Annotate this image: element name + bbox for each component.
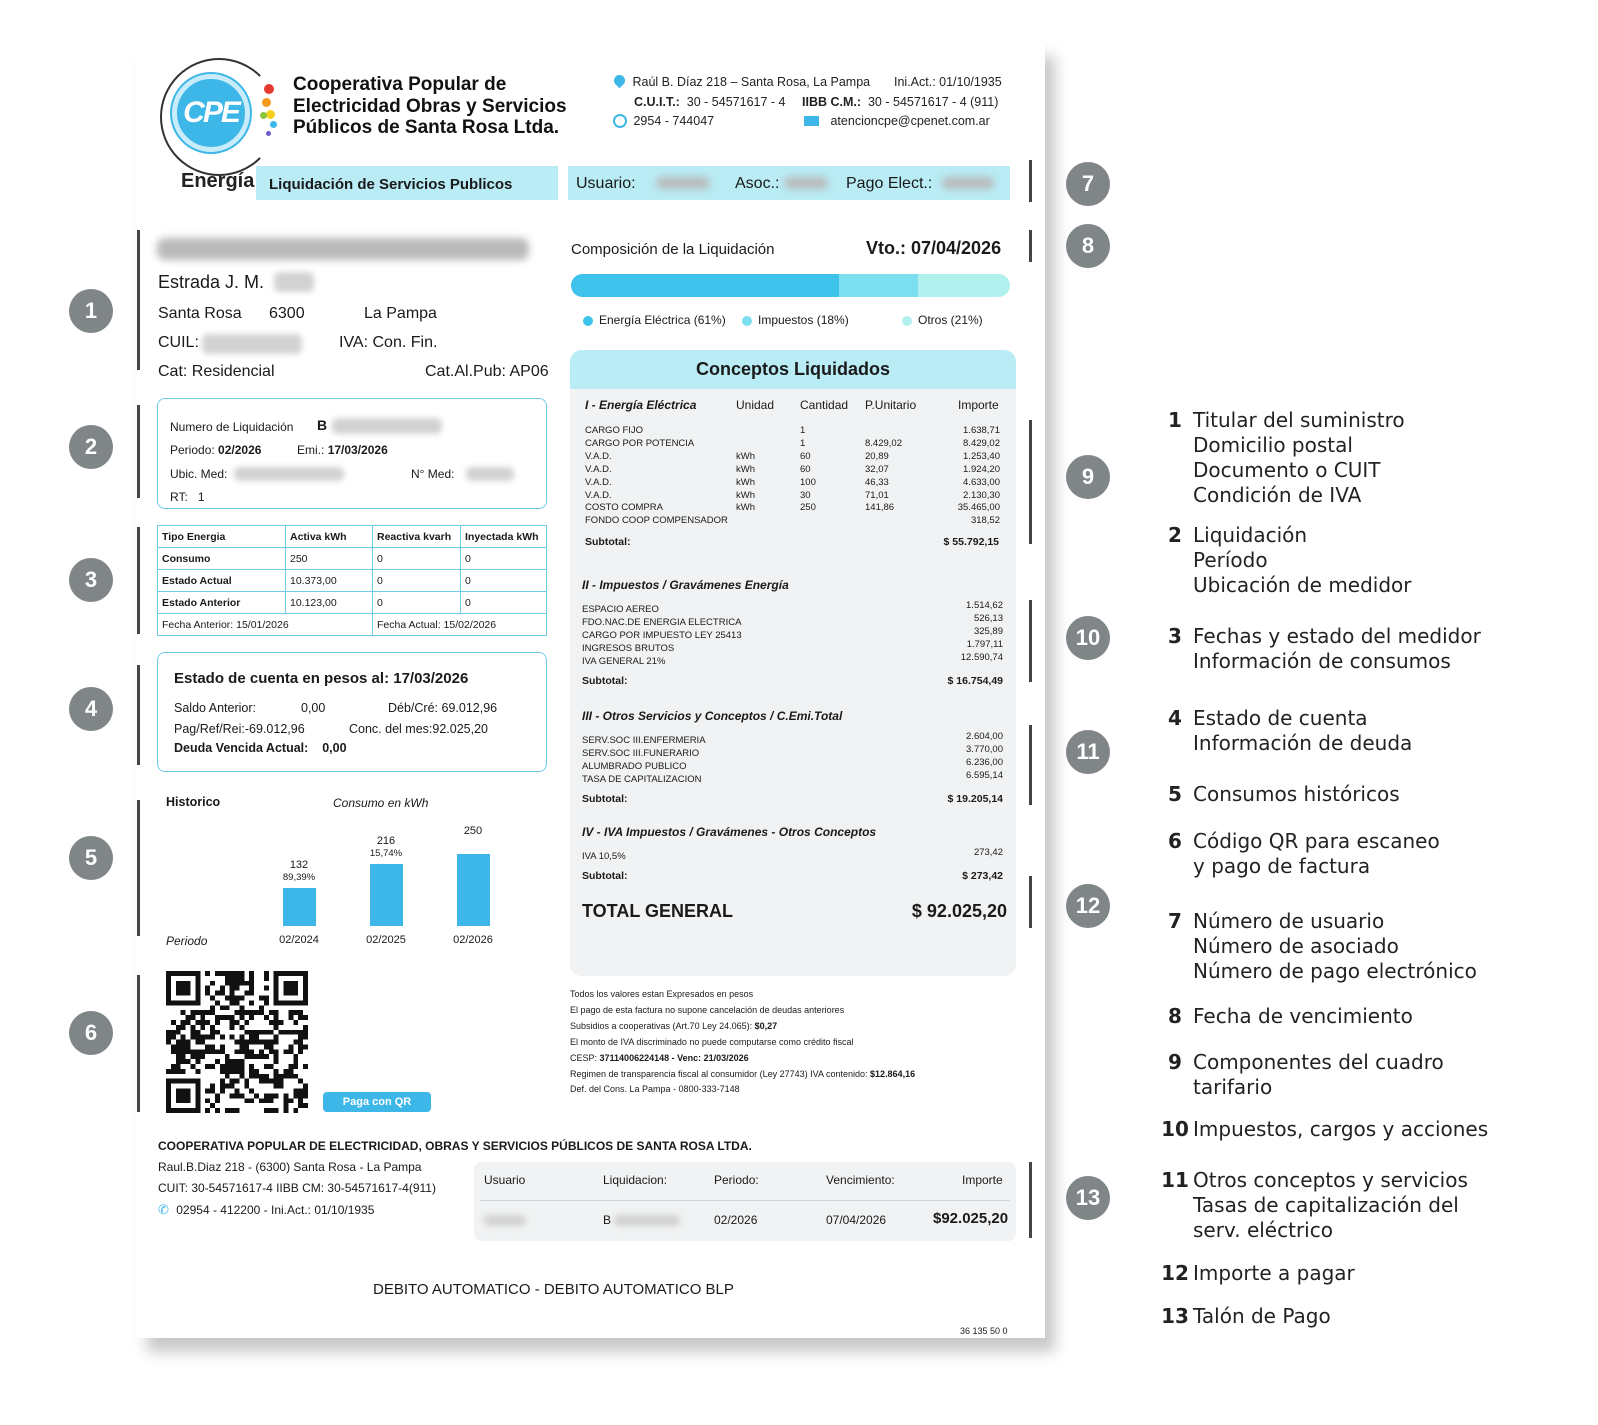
legend-dot-icon bbox=[742, 316, 752, 326]
debito-automatico: DEBITO AUTOMATICO - DEBITO AUTOMATICO BLP bbox=[373, 1281, 734, 1298]
usuario-redacted bbox=[656, 177, 710, 189]
stub-header-vencimiento: Vencimiento: bbox=[826, 1173, 895, 1187]
logo-dot-red bbox=[264, 84, 274, 94]
energia-cell: V.A.D. bbox=[585, 476, 612, 488]
vto-date: Vto.: 07/04/2026 bbox=[866, 238, 1002, 258]
iva-condition: IVA: Con. Fin. bbox=[339, 334, 438, 351]
section-4-bar bbox=[137, 665, 140, 765]
numero-prefix: B bbox=[317, 417, 328, 433]
legend-text bbox=[1193, 1304, 1331, 1329]
stub-liq-prefix: B bbox=[603, 1213, 612, 1227]
concept-name: IVA 10,5% bbox=[582, 851, 626, 862]
energia-cell: CARGO FIJO bbox=[585, 425, 644, 436]
legend-item bbox=[1157, 1168, 1468, 1243]
legend-item bbox=[1157, 1261, 1355, 1286]
cpe-logo: CPE bbox=[172, 74, 250, 152]
stub-header-usuario: Usuario bbox=[484, 1173, 526, 1187]
stub-header-periodo: Periodo: bbox=[714, 1173, 759, 1187]
concept-amount: 1.514,62 bbox=[966, 600, 1003, 611]
concept-amount: 325,89 bbox=[973, 626, 1003, 637]
street: Estrada J. M. bbox=[158, 272, 265, 292]
section-13-bar bbox=[1029, 1162, 1032, 1238]
concept-name: TASA DE CAPITALIZACION bbox=[582, 773, 702, 785]
periodo-line: Periodo: 02/2026 bbox=[170, 443, 262, 457]
table-header-cell: Inyectada kWh bbox=[461, 526, 547, 548]
legend-number: 11 bbox=[1161, 1168, 1189, 1192]
chart-title: Historico bbox=[166, 795, 221, 809]
phone-line: 2954 - 744047 bbox=[613, 114, 714, 128]
section-3-bar bbox=[137, 527, 140, 634]
col-cantidad: Cantidad bbox=[800, 398, 849, 412]
bar-value-label: 250 bbox=[463, 825, 483, 837]
cat-al-pub: Cat.Al.Pub: AP06 bbox=[425, 363, 549, 380]
section-7-bar bbox=[1029, 160, 1032, 202]
legend-number: 2 bbox=[1168, 523, 1182, 547]
table-cell: 0 bbox=[373, 570, 461, 592]
legend-number: 1 bbox=[1168, 408, 1182, 432]
energia-cell: 141,86 bbox=[865, 502, 895, 514]
table-cell: 0 bbox=[373, 592, 461, 614]
energia-cell: kWh bbox=[736, 476, 755, 488]
section-9-bar bbox=[1029, 420, 1032, 544]
legend-line: Estado de cuenta bbox=[1193, 706, 1368, 730]
doc-type: Liquidación de Servicios Publicos bbox=[269, 176, 513, 193]
legend-text bbox=[1193, 1050, 1444, 1100]
energia-cell: 30 bbox=[800, 489, 811, 501]
legend-line: Fechas y estado del medidor bbox=[1193, 624, 1481, 648]
energia-importe: 2.130,30 bbox=[963, 489, 1000, 501]
legend-line: Consumos históricos bbox=[1193, 782, 1400, 806]
concept-amount: 6.236,00 bbox=[966, 756, 1003, 768]
table-cell: 10.373,00 bbox=[286, 570, 373, 592]
impuestos-subtotal: $ 16.754,49 bbox=[947, 675, 1003, 687]
bar-pct-label: 15,74% bbox=[369, 847, 403, 859]
energia-cell: 60 bbox=[800, 463, 811, 475]
legend-text bbox=[1193, 1117, 1488, 1142]
iibb-line: IIBB C.M.: 30 - 54571617 - 4 (911) bbox=[802, 95, 999, 109]
legend-line: Impuestos, cargos y acciones bbox=[1193, 1117, 1489, 1141]
concept-name: FDO.NAC.DE ENERGIA ELECTRICA bbox=[582, 617, 742, 628]
composition-segment bbox=[839, 274, 918, 297]
energia-label: Energía bbox=[181, 170, 255, 192]
concept-name: INGRESOS BRUTOS bbox=[582, 643, 675, 654]
concept-name: ALUMBRADO PUBLICO bbox=[582, 760, 687, 772]
chart-bar bbox=[370, 864, 403, 926]
energia-cell: kWh bbox=[736, 489, 755, 501]
legend-item bbox=[1157, 909, 1477, 984]
legend-text bbox=[1193, 523, 1412, 598]
legend-line: Número de usuario bbox=[1193, 909, 1385, 933]
col-unidad: Unidad bbox=[736, 398, 775, 412]
subtotal-label: Subtotal: bbox=[582, 793, 628, 805]
marker-10: 10 bbox=[1066, 616, 1110, 660]
legend-text bbox=[1193, 1004, 1413, 1029]
meter-table bbox=[157, 525, 547, 636]
saldo-label: Saldo Anterior: bbox=[174, 701, 256, 715]
saldo-value: 0,00 bbox=[301, 701, 326, 715]
col-punitario: P.Unitario bbox=[865, 398, 917, 412]
table-header-cell: Tipo Energia bbox=[158, 526, 286, 548]
phone-icon: ✆ bbox=[158, 1202, 169, 1217]
energia-cell: kWh bbox=[736, 463, 755, 475]
marker-6: 6 bbox=[69, 1011, 113, 1055]
legend-impuestos: Impuestos (18%) bbox=[742, 313, 849, 327]
energia-subtotal: $ 55.792,15 bbox=[943, 536, 999, 548]
nmed-redacted bbox=[466, 467, 514, 481]
section-2-bar bbox=[137, 405, 140, 498]
section-5-bar bbox=[137, 800, 140, 936]
marker-4: 4 bbox=[69, 687, 113, 731]
energia-importe: 4.633,00 bbox=[963, 476, 1000, 488]
legend-number: 13 bbox=[1161, 1304, 1189, 1328]
table-cell: 0 bbox=[373, 548, 461, 570]
logo-dot-orange bbox=[262, 98, 271, 107]
chart-bar bbox=[283, 888, 316, 926]
table-cell: 250 bbox=[286, 548, 373, 570]
composition-segment bbox=[918, 274, 1010, 297]
legend-line: Importe a pagar bbox=[1193, 1261, 1355, 1285]
email-icon bbox=[804, 116, 819, 126]
concept-amount: 12.590,74 bbox=[960, 652, 1003, 663]
city: Santa Rosa bbox=[158, 305, 242, 322]
location-pin-icon bbox=[612, 73, 628, 89]
street-number-redacted bbox=[274, 272, 314, 292]
ubic-med-redacted bbox=[234, 467, 344, 481]
legend-otros: Otros (21%) bbox=[902, 313, 983, 327]
energia-importe: 1.638,71 bbox=[963, 425, 1000, 436]
legend-number: 5 bbox=[1168, 782, 1182, 806]
qr-code[interactable] bbox=[166, 971, 308, 1113]
chart-xlabel: Periodo bbox=[166, 934, 208, 948]
energia-cell: 1 bbox=[800, 425, 806, 436]
footer-cuit: CUIT: 30-54571617-4 IIBB CM: 30-54571617-4(911) bbox=[158, 1181, 436, 1195]
cuit-line: C.U.I.T.: 30 - 54571617 - 4 bbox=[634, 95, 786, 109]
logo-dot-purple bbox=[266, 131, 271, 136]
legend-item bbox=[1157, 782, 1400, 807]
legend-line: Ubicación de medidor bbox=[1193, 573, 1412, 597]
concept-name: CARGO POR IMPUESTO LEY 25413 bbox=[582, 630, 742, 641]
section-6-bar bbox=[137, 975, 140, 1112]
legend-number: 10 bbox=[1161, 1117, 1189, 1141]
email-line: atencioncpe@cpenet.com.ar bbox=[804, 114, 990, 128]
stub-divider bbox=[480, 1200, 1010, 1201]
legend-number: 7 bbox=[1168, 909, 1182, 933]
titular-name-redacted bbox=[157, 238, 529, 260]
otros-subtotal: $ 19.205,14 bbox=[947, 793, 1003, 805]
section-1-bar bbox=[137, 230, 140, 370]
footer-address: Raul.B.Diaz 218 - (6300) Santa Rosa - La Pampa bbox=[158, 1160, 422, 1174]
energia-cell: 1 bbox=[800, 437, 806, 449]
energia-cell: 20,89 bbox=[865, 450, 889, 462]
table-header-cell: Reactiva kvarh bbox=[373, 526, 461, 548]
legend-item bbox=[1157, 1050, 1444, 1100]
notes-block: Todos los valores estan Expresados en pesos El pago de esta factura no supone cancelación de deudas anteriores Subsidios a cooperativas (Art.70 Ley 24.065): $0,27 El monto de IVA discriminado no puede computarse como crédito fiscal CESP: 37114006224148 - Venc: 21/03/2026 Regimen de transparencia fiscal al consumidor (Ley 27743) IVA contenido: $12.864,16 Def. del Cons. La Pampa - 0800-333-7148 bbox=[570, 989, 916, 1095]
legend-line: Domicilio postal bbox=[1193, 433, 1353, 457]
iva-subtotal: $ 273,42 bbox=[962, 870, 1003, 882]
x-tick-label: 02/2024 bbox=[279, 934, 319, 946]
pay-with-qr-button[interactable]: Paga con QR bbox=[323, 1092, 431, 1112]
composition-segment bbox=[571, 274, 839, 297]
conceptos-title: Conceptos Liquidados bbox=[570, 350, 1016, 389]
energia-cell: V.A.D. bbox=[585, 463, 612, 475]
concept-amount: 526,13 bbox=[973, 613, 1003, 624]
section-8-bar bbox=[1029, 230, 1032, 262]
legend-dot-icon bbox=[902, 316, 912, 326]
legend-item bbox=[1157, 1117, 1488, 1142]
energia-cell: 100 bbox=[800, 476, 816, 488]
otros-section-title: III - Otros Servicios y Conceptos / C.Emi.Total bbox=[582, 709, 843, 723]
legend-text bbox=[1193, 1168, 1468, 1243]
legend-item bbox=[1157, 523, 1412, 598]
legend-line: serv. eléctrico bbox=[1193, 1218, 1333, 1242]
marker-2: 2 bbox=[69, 425, 113, 469]
energia-cell: kWh bbox=[736, 450, 755, 462]
category: Cat: Residencial bbox=[158, 363, 275, 380]
coop-name: Cooperativa Popular de Electricidad Obras y Servicios Públicos de Santa Rosa Ltda. bbox=[293, 74, 567, 138]
table-row bbox=[158, 614, 547, 636]
concept-amount: 273,42 bbox=[973, 847, 1003, 858]
legend-item bbox=[1157, 829, 1440, 879]
energia-cell: 8.429,02 bbox=[865, 437, 902, 449]
energia-cell: 60 bbox=[800, 450, 811, 462]
ubic-med-label: Ubic. Med: bbox=[170, 467, 228, 481]
numero-redacted bbox=[332, 418, 442, 434]
marker-13: 13 bbox=[1066, 1176, 1110, 1220]
asoc-redacted bbox=[784, 177, 828, 189]
concept-name: SERV.SOC III.ENFERMERIA bbox=[582, 735, 706, 746]
emision-line: Emi.: 17/03/2026 bbox=[297, 443, 388, 457]
section-11-bar bbox=[1029, 725, 1032, 805]
legend-line: Componentes del cuadro bbox=[1193, 1050, 1444, 1074]
ini-act: Ini.Act.: 01/10/1935 bbox=[894, 75, 1002, 89]
legend-line: Información de consumos bbox=[1193, 649, 1451, 673]
energia-importe: 1.924,20 bbox=[963, 463, 1000, 475]
stub-liq-redacted bbox=[614, 1215, 680, 1226]
legend-line: Fecha de vencimiento bbox=[1193, 1004, 1413, 1028]
deb-cre: Déb/Cré: 69.012,96 bbox=[388, 701, 498, 715]
subtotal-label: Subtotal: bbox=[582, 675, 628, 687]
energia-importe: 1.253,40 bbox=[963, 450, 1000, 462]
energia-cell: 46,33 bbox=[865, 476, 889, 488]
stub-vencimiento: 07/04/2026 bbox=[826, 1213, 887, 1227]
pago-elect-redacted bbox=[942, 177, 994, 189]
legend-line: Información de deuda bbox=[1193, 731, 1413, 755]
bar-value-label: 132 bbox=[289, 858, 309, 871]
marker-8: 8 bbox=[1066, 224, 1110, 268]
chart-bar bbox=[457, 854, 490, 926]
numero-label: Numero de Liquidación bbox=[170, 420, 294, 434]
marker-11: 11 bbox=[1066, 730, 1110, 774]
concept-name: IVA GENERAL 21% bbox=[582, 656, 666, 667]
rt-line: RT: 1 bbox=[170, 490, 205, 504]
table-cell: 0 bbox=[461, 592, 547, 614]
energia-cell: COSTO COMPRA bbox=[585, 502, 663, 514]
marker-3: 3 bbox=[69, 558, 113, 602]
table-cell: Estado Actual bbox=[158, 570, 286, 592]
iva-section-title: IV - IVA Impuestos / Gravámenes - Otros Conceptos bbox=[582, 825, 877, 839]
table-cell: 10.123,00 bbox=[286, 592, 373, 614]
legend-energia: Energía Eléctrica (61%) bbox=[583, 313, 726, 327]
legend-line: tarifario bbox=[1193, 1075, 1273, 1099]
x-tick-label: 02/2025 bbox=[366, 934, 406, 946]
impuestos-section-title: II - Impuestos / Gravámenes Energía bbox=[582, 578, 789, 592]
legend-text bbox=[1193, 706, 1412, 756]
concept-amount: 2.604,00 bbox=[966, 731, 1003, 742]
stub-header-liquidacion: Liquidacion: bbox=[603, 1173, 668, 1187]
legend-text bbox=[1193, 624, 1481, 674]
cuil-redacted bbox=[202, 334, 302, 354]
legend-line: y pago de factura bbox=[1193, 854, 1371, 878]
legend-line: Código QR para escaneo bbox=[1193, 829, 1440, 853]
logo-dot-blue bbox=[270, 121, 277, 128]
table-cell: Estado Anterior bbox=[158, 592, 286, 614]
legend-text bbox=[1193, 909, 1477, 984]
cuil-label: CUIL: bbox=[158, 334, 199, 351]
table-header-cell: Activa kWh bbox=[286, 526, 373, 548]
table-cell: Consumo bbox=[158, 548, 286, 570]
stub-header-importe: Importe bbox=[962, 1173, 1003, 1187]
stub-usuario-redacted bbox=[484, 1215, 526, 1226]
subtotal-label: Subtotal: bbox=[582, 870, 628, 882]
total-general-value: $ 92.025,20 bbox=[911, 901, 1007, 921]
concept-name: ESPACIO AEREO bbox=[582, 604, 659, 615]
bar-pct-label: 89,39% bbox=[282, 871, 316, 883]
pag-ref-rei: Pag/Ref/Rei:-69.012,96 bbox=[174, 722, 305, 736]
energia-cell: V.A.D. bbox=[585, 489, 612, 501]
history-chart bbox=[250, 820, 530, 950]
pago-elect-label: Pago Elect.: bbox=[846, 175, 933, 192]
conc-mes: Conc. del mes:92.025,20 bbox=[349, 722, 488, 736]
legend-number: 6 bbox=[1168, 829, 1182, 853]
table-row bbox=[158, 548, 547, 570]
section-12-bar bbox=[1029, 876, 1032, 928]
bar-value-label: 216 bbox=[376, 834, 396, 847]
x-tick-label: 02/2026 bbox=[453, 934, 493, 946]
legend-number: 4 bbox=[1168, 706, 1182, 730]
legend-line: Período bbox=[1193, 548, 1268, 572]
usuario-label: Usuario: bbox=[576, 175, 636, 192]
section-10-bar bbox=[1029, 600, 1032, 682]
estado-cuenta-title: Estado de cuenta en pesos al: 17/03/2026 bbox=[174, 670, 469, 687]
col-importe: Importe bbox=[958, 398, 999, 412]
footer-code: 36 135 50 0 bbox=[960, 1326, 1008, 1336]
legend-line: Tasas de capitalización del bbox=[1193, 1193, 1459, 1217]
concept-amount: 3.770,00 bbox=[966, 743, 1003, 755]
legend-line: Condición de IVA bbox=[1193, 483, 1362, 507]
legend-number: 3 bbox=[1168, 624, 1182, 648]
energia-importe: 318,52 bbox=[970, 515, 1000, 527]
energia-cell: kWh bbox=[736, 502, 755, 514]
logo-dot-yellow bbox=[266, 110, 275, 119]
legend-dot-icon bbox=[583, 316, 593, 326]
composicion-title: Composición de la Liquidación bbox=[571, 241, 775, 258]
legend-text bbox=[1193, 1261, 1355, 1286]
table-cell: 0 bbox=[461, 548, 547, 570]
legend-item bbox=[1157, 624, 1481, 674]
legend-item bbox=[1157, 408, 1405, 508]
subtotal-label: Subtotal: bbox=[585, 536, 631, 548]
legend-text bbox=[1193, 829, 1440, 879]
legend-number: 9 bbox=[1168, 1050, 1182, 1074]
legend-item bbox=[1157, 706, 1412, 756]
marker-5: 5 bbox=[69, 836, 113, 880]
legend-line: Documento o CUIT bbox=[1193, 458, 1381, 482]
footer-phone: ✆ 02954 - 412200 - Ini.Act.: 01/10/1935 bbox=[158, 1202, 375, 1217]
energia-importe: 35.465,00 bbox=[957, 502, 1000, 514]
stub-importe: $92.025,20 bbox=[933, 1210, 1009, 1227]
legend-line: Número de asociado bbox=[1193, 934, 1399, 958]
stub-periodo: 02/2026 bbox=[714, 1213, 758, 1227]
marker-1: 1 bbox=[69, 289, 113, 333]
legend-line: Otros conceptos y servicios bbox=[1193, 1168, 1468, 1192]
legend-line: Liquidación bbox=[1193, 523, 1308, 547]
energia-cell: V.A.D. bbox=[585, 450, 612, 462]
marker-7: 7 bbox=[1066, 162, 1110, 206]
legend-line: Número de pago electrónico bbox=[1193, 959, 1477, 983]
energia-cell: FONDO COOP COMPENSADOR bbox=[585, 515, 728, 527]
energia-cell: 71,01 bbox=[865, 489, 889, 501]
concept-name: SERV.SOC III.FUNERARIO bbox=[582, 747, 700, 759]
energia-cell: 32,07 bbox=[865, 463, 889, 475]
legend-number: 12 bbox=[1161, 1261, 1189, 1285]
zip: 6300 bbox=[269, 305, 305, 322]
energia-importe: 8.429,02 bbox=[963, 437, 1000, 449]
asoc-label: Asoc.: bbox=[735, 175, 780, 192]
fecha-anterior: Fecha Anterior: 15/01/2026 bbox=[158, 614, 373, 636]
legend-item bbox=[1157, 1004, 1413, 1029]
chart-subtitle: Consumo en kWh bbox=[333, 796, 429, 810]
marker-9: 9 bbox=[1066, 455, 1110, 499]
concept-amount: 6.595,14 bbox=[966, 769, 1003, 781]
nmed-label: N° Med: bbox=[411, 467, 455, 481]
energia-section-title: I - Energía Eléctrica bbox=[585, 398, 697, 412]
legend-number: 8 bbox=[1168, 1004, 1182, 1028]
legend-line: Talón de Pago bbox=[1193, 1304, 1331, 1328]
energia-cell: 250 bbox=[800, 502, 816, 514]
table-cell: 0 bbox=[461, 570, 547, 592]
concept-amount: 1.797,11 bbox=[966, 639, 1003, 650]
meter-table-header bbox=[158, 526, 547, 548]
whatsapp-icon bbox=[613, 114, 627, 128]
deuda-vencida: Deuda Vencida Actual: 0,00 bbox=[174, 741, 347, 755]
table-row bbox=[158, 592, 547, 614]
province: La Pampa bbox=[364, 305, 437, 322]
energia-cell: CARGO POR POTENCIA bbox=[585, 437, 695, 449]
total-general-label: TOTAL GENERAL bbox=[582, 901, 734, 921]
logo-dot-green bbox=[260, 112, 267, 119]
footer-coop-name: COOPERATIVA POPULAR DE ELECTRICIDAD, OBRAS Y SERVICIOS PÚBLICOS DE SANTA ROSA LTDA. bbox=[158, 1139, 752, 1153]
legend-item bbox=[1157, 1304, 1331, 1329]
fecha-actual: Fecha Actual: 15/02/2026 bbox=[373, 614, 547, 636]
legend-text bbox=[1193, 408, 1405, 508]
legend-text bbox=[1193, 782, 1400, 807]
marker-12: 12 bbox=[1066, 884, 1110, 928]
table-row bbox=[158, 570, 547, 592]
legend-line: Titular del suministro bbox=[1193, 408, 1405, 432]
address-line: Raúl B. Díaz 218 – Santa Rosa, La Pampa bbox=[614, 75, 870, 89]
